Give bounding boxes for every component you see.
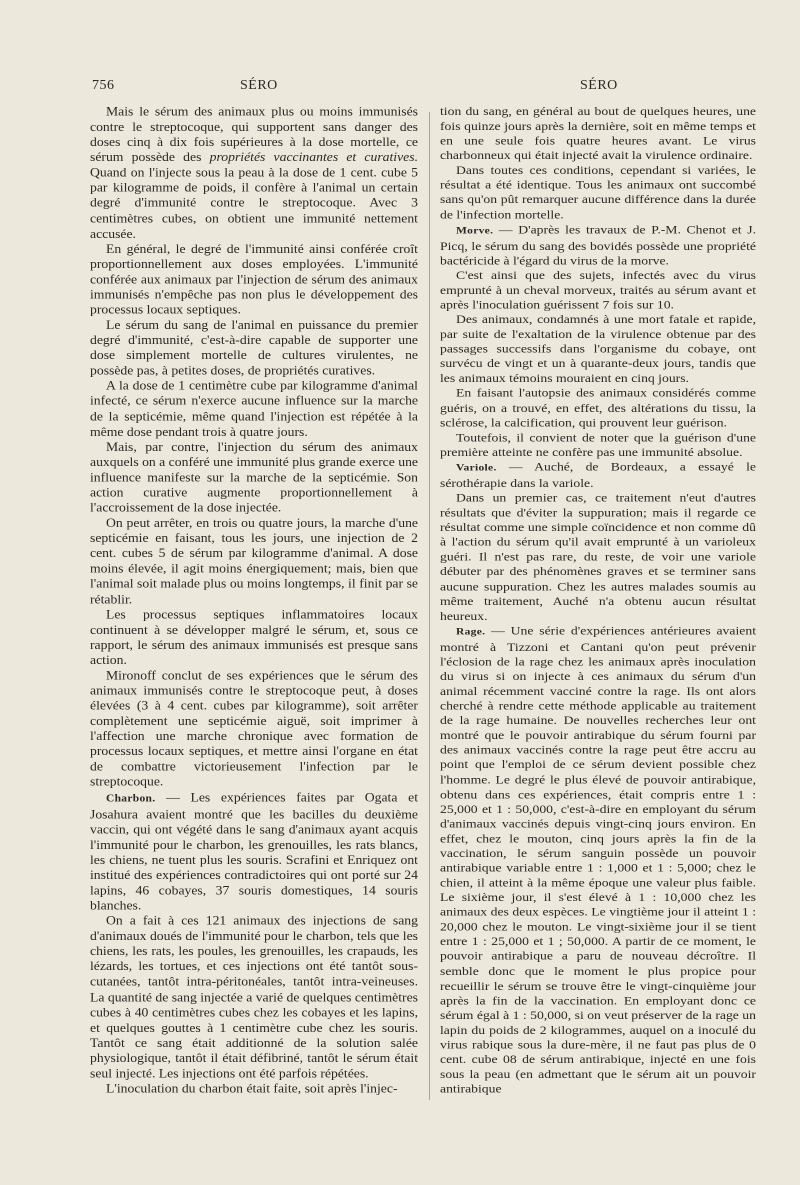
paragraph: Dans toutes ces conditions, cependant si variées, le résultat a été identique. Tous les animaux ont succombé sans qu'on pût remarquer aucune différence dans la durée de l'infection mortelle. <box>440 163 756 221</box>
section-lead-rage: Rage. <box>456 626 486 637</box>
paragraph <box>90 104 418 241</box>
paragraph-text: — D'après les travaux de P.-M. Chenot et J. Picq, le sérum du sang des bovidés possède une propriété bactéricide à l'égard du virus de la morve. <box>440 222 757 267</box>
running-head-left: SÉRO <box>240 78 278 93</box>
left-column <box>90 104 418 1096</box>
section-lead-variole: Variole. <box>456 462 497 474</box>
paragraph <box>440 222 756 268</box>
paragraph: A la dose de 1 centimètre cube par kilogramme d'animal infecté, ce sérum n'exerce aucune influence sur la marche de la septicémie, même quand l'injection est répétée à la même dose pendant trois à quatre jours. <box>90 379 418 439</box>
paragraph-text: Quand on l'injecte sous la peau à la dose de 1 cent. cube 5 par kilogramme de poids, il confère à l'animal un certain degré d'immunité contre le streptocoque. Avec 3 centimètres cubes, on obtient une immunité nettement accusée. <box>90 165 418 241</box>
paragraph <box>440 459 756 490</box>
paragraph: Mironoff conclut de ses expériences que le sérum des animaux immunisés contre le streptocoque peut, à doses élevées (3 à 4 cent. cubes par kilogramme), soit arrêter complètement une septicémie aiguë, soit imprimer à l'affection une marche chronique avec formation de processus locaux septiques, et mettre ainsi l'organe en état de combattre victorieusement l'infection par le streptocoque. <box>90 668 418 789</box>
paragraph-text: Mais le sérum des animaux plus ou moins immunisés contre le streptocoque, qui supportent sans danger des doses cinq à dix fois supérieures à la dose mortelle, ce sérum possède des <box>90 104 418 164</box>
paragraph <box>440 623 756 1096</box>
paragraph: Toutefois, il convient de noter que la guérison d'une première atteinte ne confère pas une immunité absolue. <box>440 430 756 459</box>
paragraph: C'est ainsi que des sujets, infectés avec du virus emprunté à un cheval morveux, traités au sérum avant et après l'inoculation guérissent 7 fois sur 10. <box>440 268 756 312</box>
column-divider <box>429 112 430 1100</box>
paragraph: L'inoculation du charbon était faite, soit après l'injec- <box>106 1081 398 1096</box>
section-lead-morve: Morve. <box>456 225 494 236</box>
paragraph: Les processus septiques inflammatoires locaux continuent à se développer malgré le sérum, et, sous ce rapport, le sérum des animaux immunisés est presque sans action. <box>90 607 418 667</box>
page-number: 756 <box>92 78 115 93</box>
paragraph: On a fait à ces 121 animaux des injections de sang d'animaux doués de l'immunité pour le charbon, tels que les chiens, les rats, les poules, les grenouilles, les crapauds, les lézards, les tortues, et ces injections ont été tantôt sous-cutanées, tantôt intra-péritonéales, tantôt intra-veineuses. La quantité de sang injectée a varié de quelques centimètres cubes à 40 centimètres cubes chez les cobayes et les lapins, et quelques gouttes à 1 centimètre cube chez les souris. Tantôt ce sang était additionné de la solution salée physiologique, tantôt il était défibriné, tantôt le sérum était seul injecté. Les injections ont été parfois répétées. <box>90 914 418 1080</box>
paragraph: Mais, par contre, l'injection du sérum des animaux auxquels on a conféré une immunité plus grande exerce une influence manifeste sur la marche de la septicémie. Son action curative augmente proportionnellement à l'accroissement de la dose injectée. <box>90 440 418 515</box>
paragraph: En faisant l'autopsie des animaux considérés comme guéris, on a trouvé, en effet, des altérations du tissu, la sclérose, la calcification, qui prouvent leur guérison. <box>440 386 756 429</box>
section-lead-charbon: Charbon. <box>106 793 156 804</box>
paragraph: Le sérum du sang de l'animal en puissance du premier degré d'immunité, c'est-à-dire capable de supporter une dose simplement mortelle de cultures virulentes, ne possède pas, à petites doses, de propriétés curatives. <box>90 318 418 378</box>
running-head-right: SÉRO <box>580 78 618 93</box>
paragraph: tion du sang, en général au bout de quelques heures, une fois quinze jours après la dernière, soit en même temps et en une seule fois quatre heures avant. Le virus charbonneux qui était injecté avait la virulence ordinaire. <box>440 104 756 162</box>
paragraph-text: — Auché, de Bordeaux, a essayé le sérothérapie dans la variole. <box>440 460 756 490</box>
page-header <box>0 78 800 98</box>
paragraph-text: — Une série d'expériences antérieures avaient montré à Tizzoni et Cantani qu'on peut prévenir l'éclosion de la rage chez les animaux après inoculation du virus si on injecte à ces animaux du sérum d'un animal récemment vacciné contre la rage. Ils ont alors cherché à rendre cette méthode applicable au traitement de la rage humaine. De nouvelles recherches leur ont montré que le pouvoir antirabique du sérum fourni par des animaux vaccinés contre la rage peut être accru au point que l'emploi de ce sérum devient possible chez l'homme. Le degré le plus élevé de pouvoir antirabique, obtenu dans ces expériences, était compris entre 1 : 25,000 et 1 : 50,000, c'est-à-dire en employant du sérum d'animaux vaccinés depuis vingt-cinq jours environ. En effet, chez le mouton, cinq jours après la fin de la vaccination, le sérum sanguin possède un pouvoir antirabique variable entre 1 : 1,000 et 1 : 5,000; chez le chien, il atteint à la même époque une valeur plus faible. Le sixième jour, il s'est élevé à 1 : 10,000 chez les animaux des deux espèces. Le vingtième jour il atteint 1 : 20,000 chez le mouton. Le vingt-sixième jour il se tient entre 1 : 25,000 et 1 ; 50,000. A partir de ce moment, le pouvoir antirabique a paru de nouveau décroître. Il semble donc que le moment le plus propice pour recueillir le sérum se trouve être le vingt-cinquième jour après la fin de la vaccination. En employant donc ce sérum égal à 1 : 50,000, si on veut préserver de la rage un lapin du poids de 2 kilogrammes, auquel on a inoculé du virus rabique sous la dure-mère, il ne faut pas plus de 0 cent. cube 08 de sérum antirabique, injecté en une fois sous la peau (en admettant que le sérum ait un pouvoir antirabique <box>440 623 757 1096</box>
paragraph <box>90 790 418 914</box>
paragraph-text: — Les expériences faites par Ogata et Josahura avaient montré que les bacilles du deuxième vaccin, qui ont végété dans le sang d'animaux ayant acquis l'immunité pour le charbon, les grenouilles, les rats blancs, les chiens, ne tuent plus les souris. Scrafini et Enriquez ont institué des expériences contradictoires qui ont porté sur 24 lapins, 46 cobayes, 37 souris domestiques, 14 souris blanches. <box>90 790 418 913</box>
paragraph: Des animaux, condamnés à une mort fatale et rapide, par suite de l'exaltation de la virulence obtenue par des passages successifs dans l'organisme du cobaye, ont survécu de vingt et un à quarante-deux jours, tandis que les animaux témoins mouraient en cinq jours. <box>440 312 756 385</box>
right-column <box>440 104 756 1096</box>
italic-phrase: propriétés vaccinantes et curatives. <box>209 150 418 164</box>
paragraph: En général, le degré de l'immunité ainsi conférée croît proportionnellement aux doses employées. L'immunité conférée aux animaux par l'injection de sérum des animaux immunisés n'empêche pas non plus le développement des processus locaux septiques. <box>90 242 418 317</box>
paragraph: On peut arrêter, en trois ou quatre jours, la marche d'une septicémie en faisant, tous les jours, une injection de 2 cent. cubes 5 de sérum par kilogramme d'animal. A dose moins élevée, il agit moins énergiquement; mais, bien que l'animal soit malade plus ou moins longtemps, il finit par se rétablir. <box>90 516 418 606</box>
paragraph: Dans un premier cas, ce traitement n'eut d'autres résultats que d'éviter la suppuration; mais il regarde ce résultat comme une simple coïncidence et non comme dû à l'action du sérum qu'il avait emprunté à un varioleux guéri. Il n'est pas rare, du reste, de voir une variole débuter par des phénomènes graves et se terminer sans aucune suppuration. Chez les autres malades soumis au même traitement, Auché n'a obtenu aucun résultat heureux. <box>440 491 756 623</box>
